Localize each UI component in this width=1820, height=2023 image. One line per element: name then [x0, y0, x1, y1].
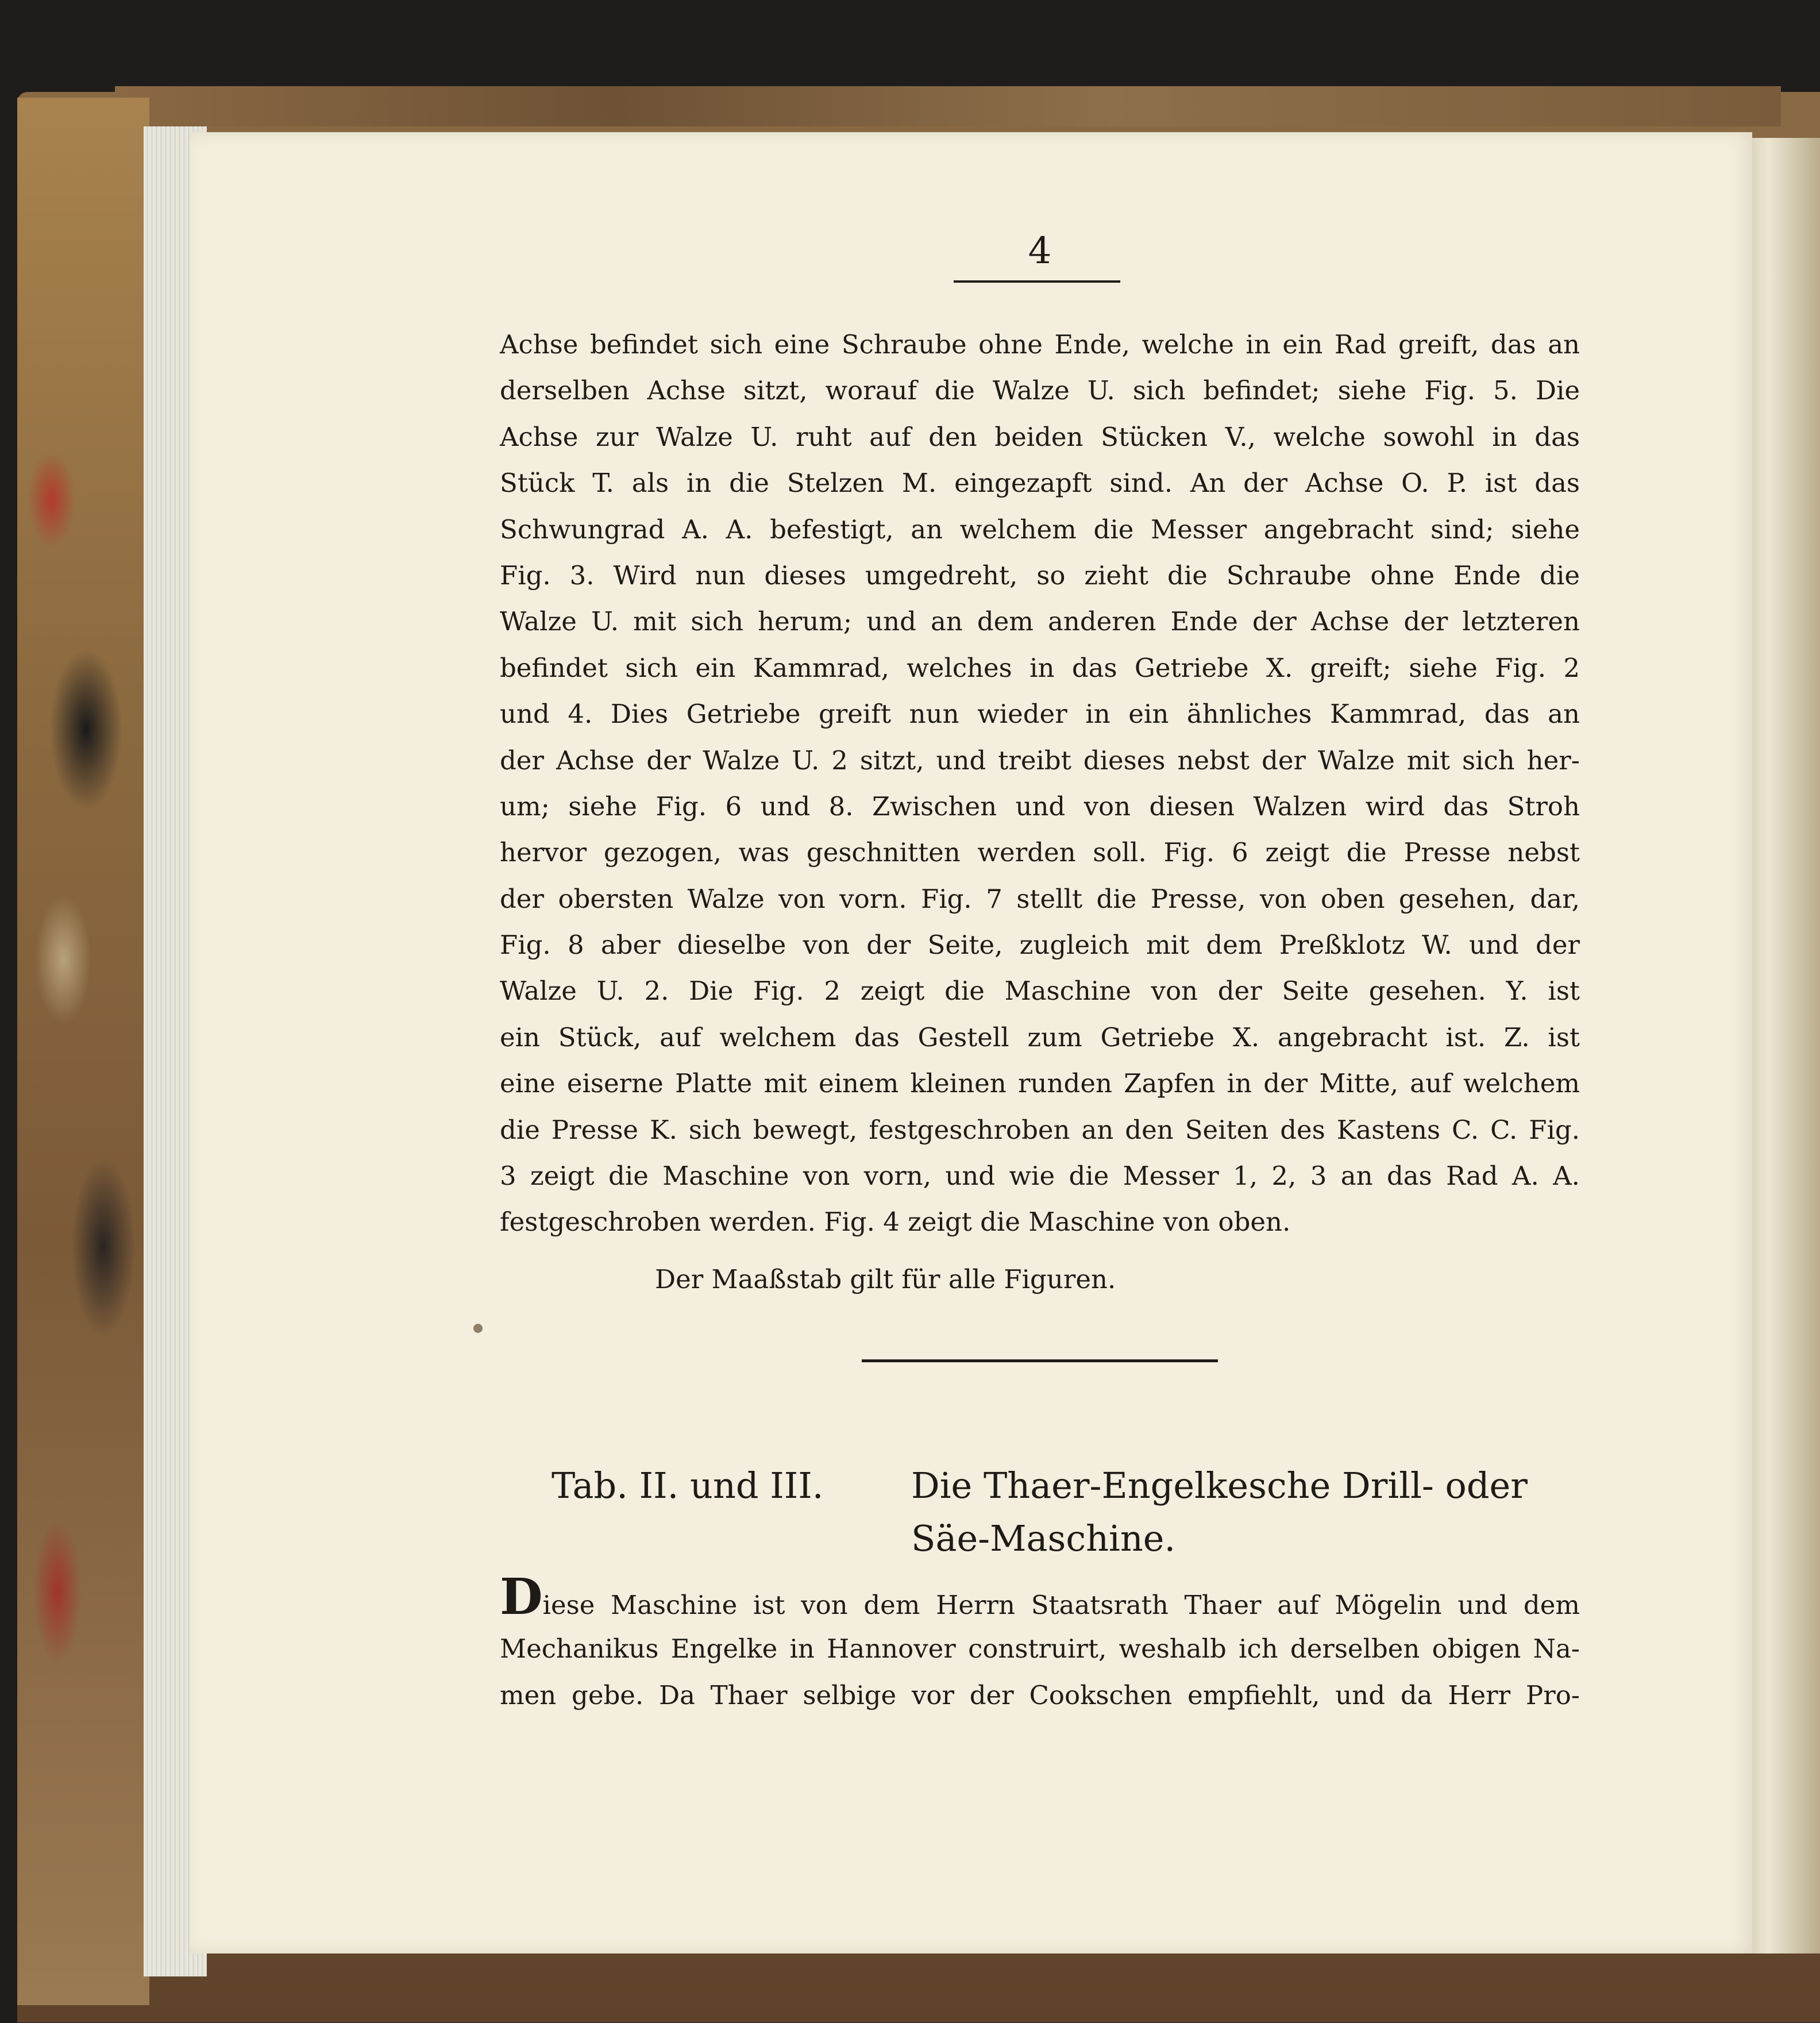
- text-line: Achse zur Walze U. ruht auf den beiden Stücken V., welche sowohl in das: [500, 421, 1580, 452]
- text-line: und 4. Dies Getriebe greift nun wieder in ein ähnliches Kammrad, das an: [500, 699, 1580, 730]
- text-line: eine eiserne Platte mit einem kleinen runden Zapfen in der Mitte, auf welchem: [500, 1068, 1580, 1099]
- text-line: Fig. 8 aber dieselbe von der Seite, zugleich mit dem Preßklotz W. und der: [500, 930, 1580, 961]
- text-line: derselben Achse sitzt, worauf die Walze U. sich befindet; siehe Fig. 5. Die: [500, 375, 1580, 406]
- text-line: Walze U. mit sich herum; und an dem anderen Ende der Achse der letzteren: [500, 606, 1580, 637]
- scale-note: Der Maaßstab gilt für alle Figuren.: [655, 1264, 1116, 1294]
- section-label: Tab. II. und III.: [552, 1465, 824, 1506]
- text-line: [500, 1568, 1580, 1626]
- text-line: Achse befindet sich eine Schraube ohne Ende, welche in ein Rad greift, das an: [500, 329, 1580, 360]
- text-line: Schwungrad A. A. befestigt, an welchem die Messer angebracht sind; siehe: [500, 514, 1580, 545]
- text-line: men gebe. Da Thaer selbige vor der Cookschen empfiehlt, und da Herr Pro-: [500, 1679, 1580, 1710]
- text-line: der obersten Walze von vorn. Fig. 7 stellt die Presse, von oben gesehen, dar,: [500, 883, 1580, 914]
- intro-paragraph: [500, 1568, 1580, 1718]
- section-divider: [862, 1359, 1218, 1362]
- section-title-line2: Säe-Maschine.: [911, 1517, 1176, 1559]
- ink-speck: [473, 1324, 483, 1333]
- text-line: der Achse der Walze U. 2 sitzt, und treibt dieses nebst der Walze mit sich her-: [500, 745, 1580, 776]
- drop-cap: D: [500, 1568, 543, 1626]
- marbled-endpaper: [17, 98, 149, 2005]
- marbled-top-edge: [115, 86, 1781, 126]
- text-line: 3 zeigt die Maschine von vorn, und wie die Messer 1, 2, 3 an das Rad A. A.: [500, 1161, 1580, 1192]
- text-line-rest: iese Maschine ist von dem Herrn Staatsrath Thaer auf Mögelin und dem: [542, 1590, 1580, 1620]
- text-line: ein Stück, auf welchem das Gestell zum Getriebe X. angebracht ist. Z. ist: [500, 1022, 1580, 1053]
- text-line: befindet sich ein Kammrad, welches in das Getriebe X. greift; siehe Fig. 2: [500, 652, 1580, 683]
- section-title-line1: Die Thaer-Engelkesche Drill- oder: [911, 1465, 1528, 1506]
- text-line: die Presse K. sich bewegt, festgeschroben an den Seiten des Kastens C. C. Fig.: [500, 1114, 1580, 1145]
- page-right-edge: [1746, 138, 1820, 1953]
- text-line: Fig. 3. Wird nun dieses umgedreht, so zieht die Schraube ohne Ende die: [500, 560, 1580, 591]
- page-number-rule: [954, 280, 1120, 283]
- text-line: hervor gezogen, was geschnitten werden soll. Fig. 6 zeigt die Presse nebst: [500, 837, 1580, 868]
- text-line: Mechanikus Engelke in Hannover construirt, weshalb ich derselben obigen Na-: [500, 1633, 1580, 1664]
- text-line: um; siehe Fig. 6 und 8. Zwischen und von diesen Walzen wird das Stroh: [500, 791, 1580, 822]
- main-paragraph: [500, 322, 1580, 1246]
- text-line: Stück T. als in die Stelzen M. eingezapft sind. An der Achse O. P. ist das: [500, 468, 1580, 499]
- text-line: festgeschroben werden. Fig. 4 zeigt die Maschine von oben.: [500, 1207, 1291, 1238]
- page-number: 4: [1028, 230, 1052, 272]
- text-line: Walze U. 2. Die Fig. 2 zeigt die Maschine von der Seite gesehen. Y. ist: [500, 976, 1580, 1007]
